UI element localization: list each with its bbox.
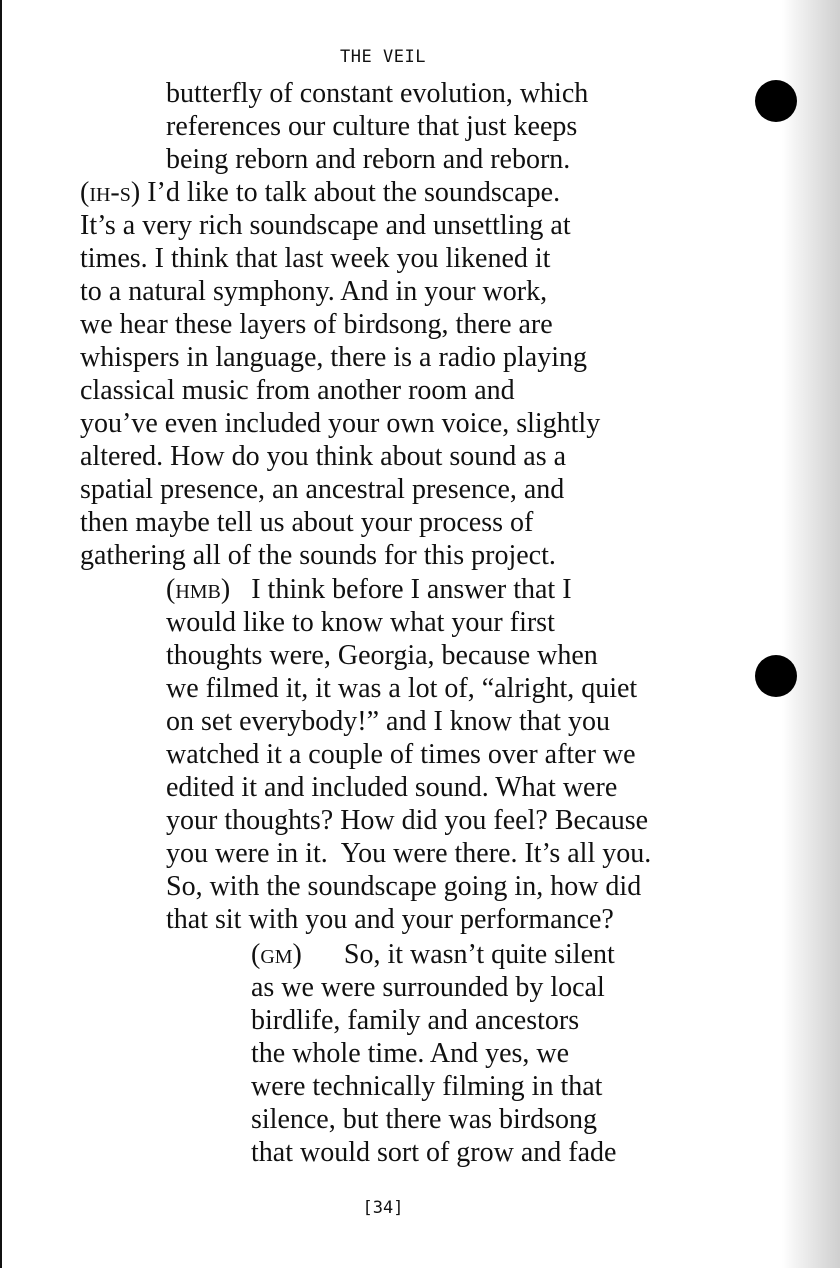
text-line: classical music from another room and: [80, 375, 515, 406]
page-number: [34]: [362, 1198, 404, 1218]
text-line: you’ve even included your own voice, slightly: [80, 408, 601, 439]
text-line: altered. How do you think about sound as a: [80, 441, 567, 472]
text-line: times. I think that last week you likened it: [80, 243, 551, 274]
text-line-content: I’d like to talk about the soundscape.: [140, 177, 561, 208]
text-line: edited it and included sound. What were: [166, 772, 618, 803]
text-line: on set everybody!” and I know that you: [166, 706, 610, 737]
text-line: we filmed it, it was a lot of, “alright, quiet: [166, 673, 638, 704]
text-line: references our culture that just keeps: [166, 111, 578, 142]
text-line-content: I think before I answer that I: [230, 574, 572, 605]
text-line: It’s a very rich soundscape and unsettling at: [80, 210, 571, 241]
text-line: you were in it. You were there. It’s all you.: [166, 838, 652, 869]
text-line: [251, 938, 616, 971]
text-line: watched it a couple of times over after we: [166, 739, 636, 770]
text-line: to a natural symphony. And in your work,: [80, 276, 548, 307]
text-line: that sit with you and your performance?: [166, 904, 614, 935]
page-gutter-shadow: [782, 0, 840, 1268]
text-line: the whole time. And yes, we: [251, 1038, 570, 1069]
text-line: gathering all of the sounds for this project.: [80, 540, 556, 571]
text-line: as we were surrounded by local: [251, 972, 605, 1003]
text-line: then maybe tell us about your process of: [80, 507, 534, 538]
text-line: birdlife, family and ancestors: [251, 1005, 580, 1036]
binding-hole-top: [755, 80, 797, 122]
text-line-content: So, it wasn’t quite silent: [301, 939, 615, 970]
text-line: So, with the soundscape going in, how did: [166, 871, 642, 902]
text-line: [166, 573, 651, 606]
text-line: butterfly of constant evolution, which: [166, 78, 589, 109]
speaker-label-gm: (gm): [251, 939, 302, 970]
text-line: we hear these layers of birdsong, there are: [80, 309, 553, 340]
text-line: [80, 176, 600, 209]
binding-hole-bottom: [755, 655, 797, 697]
continuation-paragraph: [166, 77, 588, 176]
text-line: thoughts were, Georgia, because when: [166, 640, 598, 671]
reply-hmb-paragraph: [166, 573, 651, 936]
text-line: silence, but there was birdsong: [251, 1104, 598, 1135]
text-line: were technically filming in that: [251, 1071, 603, 1102]
question-paragraph: [80, 176, 600, 572]
speaker-label-hmb: (hmb): [166, 574, 231, 605]
reply-gm-paragraph: [251, 938, 616, 1169]
text-line: spatial presence, an ancestral presence, and: [80, 474, 565, 505]
text-line: whispers in language, there is a radio playing: [80, 342, 587, 373]
text-line: being reborn and reborn and reborn.: [166, 144, 571, 175]
text-line: your thoughts? How did you feel? Because: [166, 805, 649, 836]
running-head: THE VEIL: [340, 47, 426, 67]
speaker-label-ih-s: (ih-s): [80, 177, 141, 208]
text-line: that would sort of grow and fade: [251, 1137, 617, 1168]
text-line: would like to know what your first: [166, 607, 555, 638]
